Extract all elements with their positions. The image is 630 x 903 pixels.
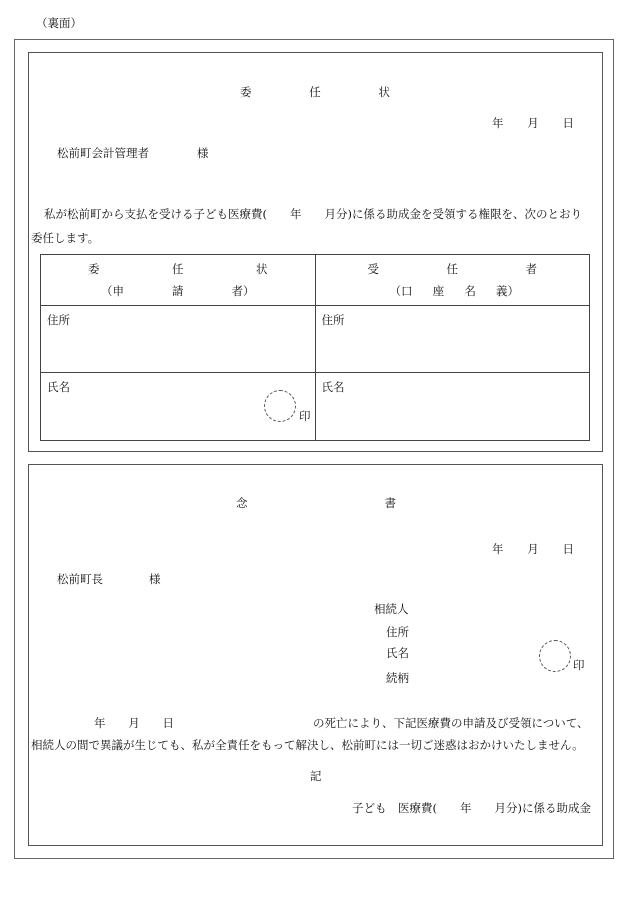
heir-seal-label: 印 [573,658,585,672]
grantor-header-cell [41,255,316,306]
grantor-address-cell[interactable] [41,306,316,373]
grantee-address-cell[interactable] [315,306,590,373]
note-mark: 記 [310,769,322,783]
pledge-title: 念 書 [236,496,396,510]
proxy-body-line1: 私が松前町から支払を受ける子ども医療費( 年 月分)に係る助成金を受領する権限を、次のとおり [44,207,582,221]
grantee-subheader: （口 座 名 義） [389,284,519,298]
pledge-body-line1: の死亡により、下記医療費の申請及び受領について、 [313,716,589,730]
pledge-addressee: 松前町長 [57,572,103,586]
grantee-address-label: 住所 [321,313,345,327]
proxy-table [40,254,590,441]
pledge-date: 年 月 日 [492,542,574,556]
proxy-honorific: 様 [197,146,209,160]
heir-name-label: 氏名 [386,646,409,660]
pledge-subject: 子ども 医療費( 年 月分)に係る助成金 [352,801,591,815]
grantee-header-cell [315,255,590,306]
heir-relation-label: 続柄 [386,671,409,685]
page-side-label: （裏面） [36,16,82,30]
grantee-name-cell[interactable] [315,373,590,441]
grantor-name-cell[interactable] [41,373,316,441]
grantee-header: 受 任 者 [367,262,537,276]
heir-label: 相続人 [374,602,409,616]
grantor-seal-circle [264,390,296,422]
grantor-name-label: 氏名 [47,380,70,394]
grantor-subheader: （申 請 者） [101,284,255,298]
heir-address-label: 住所 [386,625,409,639]
grantor-address-label: 住所 [47,313,70,327]
pledge-body-line2: 相続人の間で異議が生じても、私が全責任をもって解決し、松前町には一切ご迷惑はおかけいたしません。 [31,738,584,752]
proxy-addressee: 松前町会計管理者 [57,146,149,160]
grantee-name-label: 氏名 [321,380,345,394]
heir-seal-circle [539,640,571,672]
proxy-body-line2: 委任します。 [31,231,100,245]
pledge-section [28,464,603,846]
pledge-honorific: 様 [149,572,161,586]
death-date: 年 月 日 [94,716,174,730]
grantor-seal-label: 印 [299,409,311,423]
proxy-title: 委 任 状 [240,85,390,99]
proxy-date: 年 月 日 [492,116,574,130]
grantor-header: 委 任 状 [88,262,268,276]
